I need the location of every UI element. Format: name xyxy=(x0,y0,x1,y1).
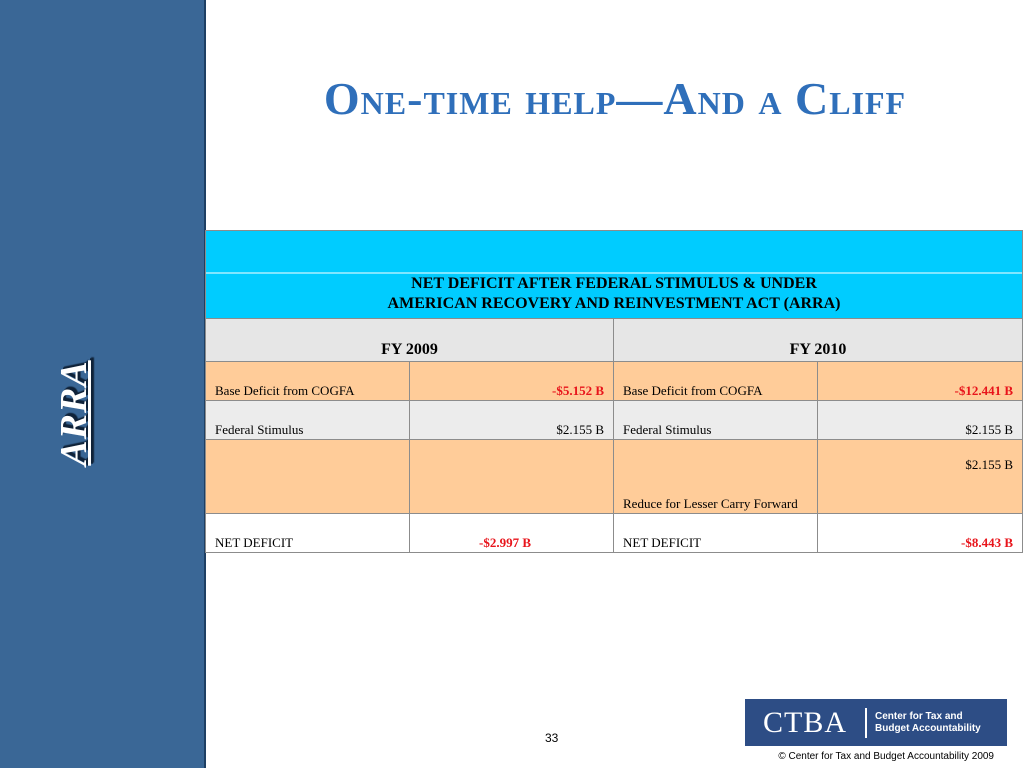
federal-stimulus-2009-label: Federal Stimulus xyxy=(206,401,410,440)
net-deficit-table xyxy=(205,230,1023,553)
fy2009-heading: FY 2009 xyxy=(206,319,614,362)
table-row xyxy=(206,440,1023,514)
sidebar xyxy=(0,0,206,768)
table-header xyxy=(206,231,1023,319)
logo-main-text: CTBA xyxy=(745,708,867,738)
table-row xyxy=(206,362,1023,401)
base-deficit-2009-value: -$5.152 B xyxy=(410,362,614,401)
net-deficit-2009-label: NET DEFICIT xyxy=(206,514,410,553)
fy2010-heading: FY 2010 xyxy=(614,319,1023,362)
carry-forward-2009-label xyxy=(206,440,410,514)
carry-forward-2010-value: $2.155 B xyxy=(818,440,1023,514)
net-deficit-2010-value: -$8.443 B xyxy=(818,514,1023,553)
federal-stimulus-2010-label: Federal Stimulus xyxy=(614,401,818,440)
table-header-line1: NET DEFICIT AFTER FEDERAL STIMULUS & UNDER xyxy=(411,275,817,292)
federal-stimulus-2010-value: $2.155 B xyxy=(818,401,1023,440)
page-number: 33 xyxy=(545,731,559,745)
base-deficit-2010-value: -$12.441 B xyxy=(818,362,1023,401)
table-header-row xyxy=(206,231,1023,319)
table-header-line2: AMERICAN RECOVERY AND REINVESTMENT ACT (ARRA) xyxy=(387,295,841,312)
base-deficit-2009-label: Base Deficit from COGFA xyxy=(206,362,410,401)
net-deficit-2009-value: -$2.997 B xyxy=(410,514,614,553)
table-row xyxy=(206,401,1023,440)
logo-subtitle-line2: Budget Accountability xyxy=(875,722,981,734)
logo-subtitle xyxy=(867,711,981,735)
copyright-notice: © Center for Tax and Budget Accountability 2009 xyxy=(778,751,994,762)
federal-stimulus-2009-value: $2.155 B xyxy=(410,401,614,440)
logo-subtitle-line1: Center for Tax and xyxy=(875,710,963,722)
slide-title: One-time help—And a Cliff xyxy=(323,73,907,124)
net-deficit-2010-label: NET DEFICIT xyxy=(614,514,818,553)
carry-forward-2010-label: Reduce for Lesser Carry Forward xyxy=(614,440,818,514)
base-deficit-2010-label: Base Deficit from COGFA xyxy=(614,362,818,401)
table-row xyxy=(206,514,1023,553)
ctba-logo xyxy=(745,699,1007,746)
carry-forward-2009-value xyxy=(410,440,614,514)
sidebar-label: ARRA xyxy=(53,360,95,466)
fiscal-year-row xyxy=(206,319,1023,362)
